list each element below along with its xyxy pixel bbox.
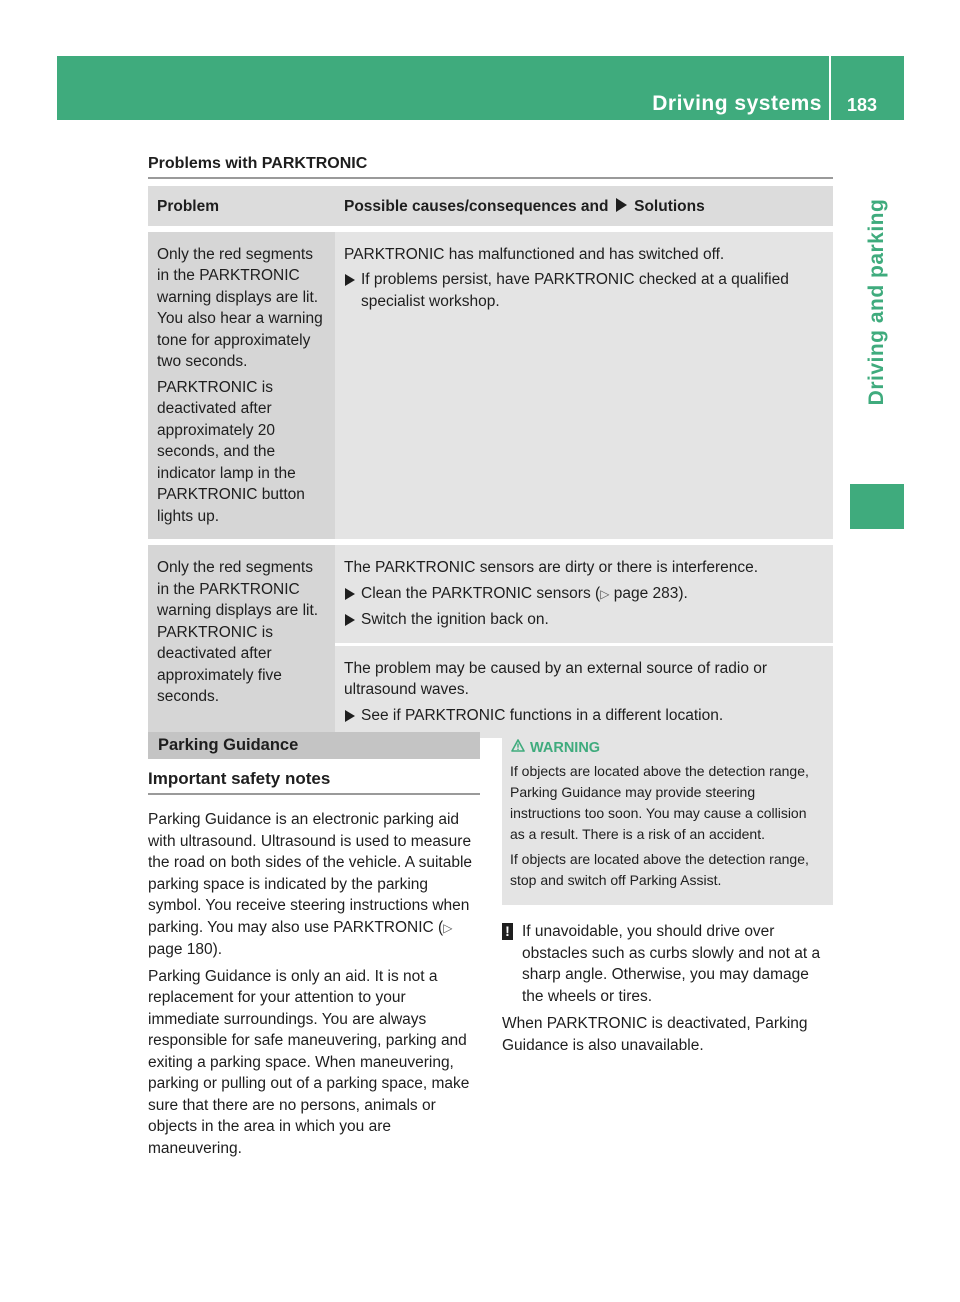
side-tab-marker	[850, 484, 904, 529]
side-tab-label: Driving and parking	[865, 198, 888, 405]
header-divider	[829, 56, 831, 120]
damage-note	[502, 921, 833, 1007]
table-row	[148, 545, 833, 738]
chapter-title: Driving systems	[652, 92, 822, 115]
page-ref-arrow-icon: ▷	[443, 920, 453, 935]
page-number: 183	[846, 95, 877, 115]
step-item: Clean the PARKTRONIC sensors (▷ page 283).	[344, 583, 825, 606]
header-problem: Problem	[148, 186, 335, 226]
header-solutions: Possible causes/consequences and Solutions	[335, 186, 833, 226]
side-tab	[850, 120, 904, 483]
paragraph: Parking Guidance is only an aid. It is not a replacement for your attention to your immediate surroundings. You are always responsible for safe maneuvering, parking and exiting a parking space. When maneuvering, parking or pulling out of a parking space, make sure that there are no persons, animals or objects in the area in which you are maneuvering.	[148, 967, 470, 1157]
warning-text: If objects are located above the detection range, stop and switch off Parking Assist.	[510, 851, 809, 888]
step-item: See if PARKTRONIC functions in a different location.	[344, 705, 825, 727]
page-ref-link[interactable]: page 283).	[609, 584, 688, 602]
parking-guidance-banner: Parking Guidance	[148, 732, 480, 759]
exclamation-note-icon: !	[502, 923, 513, 940]
subheading-rule	[148, 793, 480, 795]
problems-table	[148, 186, 833, 738]
step-arrow-icon	[616, 198, 627, 212]
table-row	[148, 232, 833, 540]
note-text: If unavoidable, you should drive over obstacles such as curbs slowly and not at a sharp angle. Otherwise, you may damage the wheels or tires.	[522, 923, 821, 1005]
solution-cell: PARKTRONIC has malfunctioned and has switched off. If problems persist, have PARKTRONIC checked at a qualified specialist workshop.	[335, 232, 833, 540]
closing-paragraph: When PARKTRONIC is deactivated, Parking Guidance is also unavailable.	[502, 1015, 808, 1054]
warning-box	[502, 732, 833, 905]
step-item: Switch the ignition back on.	[344, 609, 825, 631]
warning-triangle-icon	[510, 738, 526, 759]
warning-column	[502, 732, 833, 1056]
section-rule	[148, 177, 833, 179]
page-ref-link[interactable]: page 180).	[148, 941, 223, 958]
step-item: If problems persist, have PARKTRONIC checked at a qualified specialist workshop.	[344, 269, 825, 312]
warning-heading: WARNING	[510, 738, 825, 759]
table-header-row	[148, 186, 833, 226]
parking-guidance-column	[148, 732, 480, 1164]
problem-cell: Only the red segments in the PARKTRONIC warning displays are lit. PARKTRONIC is deactivated after approximately five seconds.	[148, 545, 335, 738]
page-header-bar	[57, 56, 904, 120]
warning-text: If objects are located above the detection range, Parking Guidance may provide steering instructions too soon. You may cause a collision as a result. There is a risk of an accident.	[510, 763, 809, 842]
section-title: Problems with PARKTRONIC	[148, 155, 368, 172]
page-ref-arrow-icon: ▷	[600, 586, 610, 601]
problem-cell: Only the red segments in the PARKTRONIC warning displays are lit. You also hear a warning tone for approximately two seconds. PARKTRONIC is deactivated after approximately 20 seconds, and the indicator lamp in the PARKTRONIC button lights up.	[148, 232, 335, 540]
parking-guidance-body	[148, 809, 480, 1159]
safety-notes-heading: Important safety notes	[148, 769, 331, 788]
paragraph: Parking Guidance is an electronic parking aid with ultrasound. Ultrasound is used to measure the road on both sides of the vehicle. A suitable parking space is indicated by the parking symbol. You receive steering instructions when parking. You may also use PARKTRONIC (▷ page 180).	[148, 811, 473, 958]
solution-cell: The PARKTRONIC sensors are dirty or there is interference. Clean the PARKTRONIC sensors (▷ page 283). Switch the ignition back on. The problem may be caused by an external source of radio or ultrasound waves. See if PARKTRONIC functions in a different location.	[335, 545, 833, 738]
cell-divider	[335, 643, 833, 646]
